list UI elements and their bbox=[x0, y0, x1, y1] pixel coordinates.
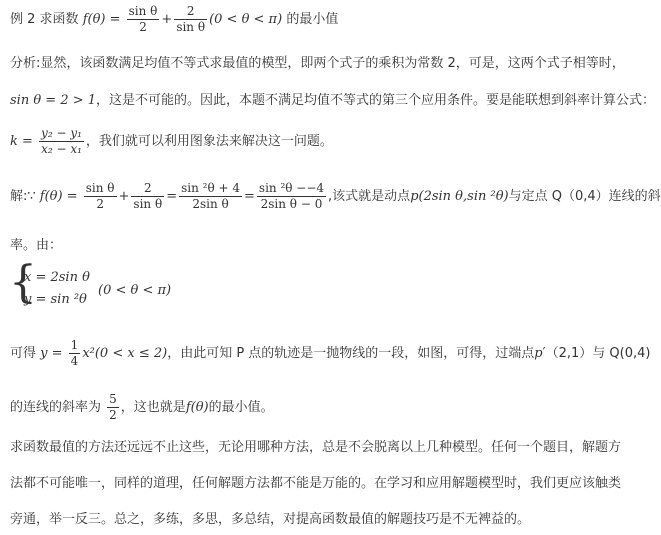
system-cond: (0 < θ < π) bbox=[98, 283, 172, 298]
slope-k: k = bbox=[10, 134, 33, 149]
equals-sign: = bbox=[166, 189, 178, 204]
frac-den: 4 bbox=[70, 354, 79, 368]
solution-frac-4 bbox=[257, 181, 326, 212]
slope-formula-line bbox=[10, 126, 333, 157]
solution-frac-2 bbox=[131, 181, 164, 212]
result-expr: x²(0 < x ≤ 2) bbox=[82, 346, 168, 361]
title-prefix: 例 2 求函数 bbox=[10, 12, 79, 27]
frac-den: 2 bbox=[139, 20, 147, 34]
result-fmin: f(θ) bbox=[185, 400, 209, 415]
plus-sign: + bbox=[161, 12, 173, 27]
frac-den: 2 bbox=[109, 408, 117, 422]
frac-den: sin θ bbox=[133, 197, 163, 211]
frac-num: 1 bbox=[70, 338, 79, 352]
frac-num: 2 bbox=[131, 181, 164, 197]
solution-prefix: 解:∵ bbox=[10, 189, 36, 204]
frac-num: y₂ − y₁ bbox=[41, 126, 82, 140]
result-text-1: ，由此可知 P 点的轨迹是一抛物线的一段，如图，可得，过端点 bbox=[167, 346, 535, 361]
title-frac-1 bbox=[127, 4, 160, 35]
analysis-line-2 bbox=[10, 91, 655, 111]
frac-num: sin θ bbox=[85, 181, 115, 195]
equals-sign: = bbox=[244, 189, 255, 204]
solution-frac-3 bbox=[179, 181, 242, 212]
frac-num: sin θ bbox=[128, 4, 158, 18]
slope-text: ，我们就可以利用图象法来解决这一问题。 bbox=[85, 134, 333, 149]
solution-point-p: p(2sin θ,sin ²θ) bbox=[410, 189, 509, 204]
title-func: f(θ) = bbox=[82, 12, 121, 27]
conclusion-line-2: 法都不可能唯一，同样的道理，任何解题方法都不能是万能的。在学习和应用解题模型时，我们更应该触类 bbox=[10, 476, 622, 491]
frac-den: 2 bbox=[96, 197, 104, 211]
frac-num: 5 bbox=[109, 392, 117, 406]
analysis-line-1: 分析:显然，该函数满足均值不等式求最值的模型，即两个式子的乘积为常数 2，可是，这两个式子相等时， bbox=[10, 56, 625, 71]
solution-text-2: 与定点 Q（0,4）连线的斜 bbox=[508, 189, 661, 204]
frac-num: sin ²θ + 4 bbox=[181, 181, 240, 195]
frac-den: 2sin θ − 0 bbox=[260, 197, 323, 211]
system-eq-1 bbox=[24, 268, 90, 288]
result-line2-b: ，这也就是 bbox=[120, 400, 186, 415]
system-eq-2 bbox=[24, 290, 87, 310]
system-brace: { bbox=[9, 257, 37, 308]
slope-fraction bbox=[39, 126, 84, 157]
result-line bbox=[10, 338, 650, 369]
title-frac-2 bbox=[174, 4, 207, 35]
conclusion-line-1: 求函数最值的方法还远远不止这些，无论用哪种方法，总是不会脱离以上几种模型。任何一个题目，解题方 bbox=[10, 440, 622, 455]
solution-line bbox=[10, 181, 661, 212]
result-y-eq: y = bbox=[40, 346, 63, 361]
solution-text-1: ,该式就是动点 bbox=[328, 189, 411, 204]
result-text-2: ′（2,1）与 Q(0,4) bbox=[542, 346, 651, 361]
frac-den: 2sin θ bbox=[192, 197, 229, 211]
solution-func: f(θ) = bbox=[39, 189, 78, 204]
title-condition: (0 < θ < π) bbox=[209, 12, 283, 27]
analysis-math: sin θ = 2 > 1 bbox=[10, 93, 97, 108]
frac-num: sin ²θ −−4 bbox=[258, 181, 325, 195]
analysis-text: ，这是不可能的。因此，本题不满足均值不等式的第三个应用条件。要是能联想到斜率计算公式： bbox=[96, 93, 656, 108]
result-prefix: 可得 bbox=[10, 346, 37, 361]
conclusion-line-3: 旁通，举一反三。总之，多练，多思，多总结，对提高函数最值的解题技巧是不无裨益的。 bbox=[10, 512, 531, 527]
result-line2-a: 的连线的斜率为 bbox=[10, 400, 102, 415]
frac-num: 2 bbox=[174, 4, 207, 20]
system-condition bbox=[98, 281, 171, 301]
title-suffix: 的最小值 bbox=[286, 12, 339, 27]
system-x-eq: x = 2sin θ bbox=[24, 270, 90, 285]
result-fraction bbox=[69, 338, 81, 369]
frac-den: sin θ bbox=[176, 20, 206, 34]
frac-den: x₂ − x₁ bbox=[41, 142, 82, 156]
solution-frac-1 bbox=[84, 181, 117, 212]
result-line-2 bbox=[10, 392, 274, 423]
solution-line-2: 率。由： bbox=[10, 238, 63, 253]
system-y-eq: y = sin ²θ bbox=[24, 292, 87, 307]
slope-value-fraction bbox=[107, 392, 119, 423]
result-p: p bbox=[534, 346, 543, 361]
plus-sign: + bbox=[118, 189, 130, 204]
example-title bbox=[10, 4, 338, 35]
result-line2-c: 的最小值。 bbox=[208, 400, 274, 415]
